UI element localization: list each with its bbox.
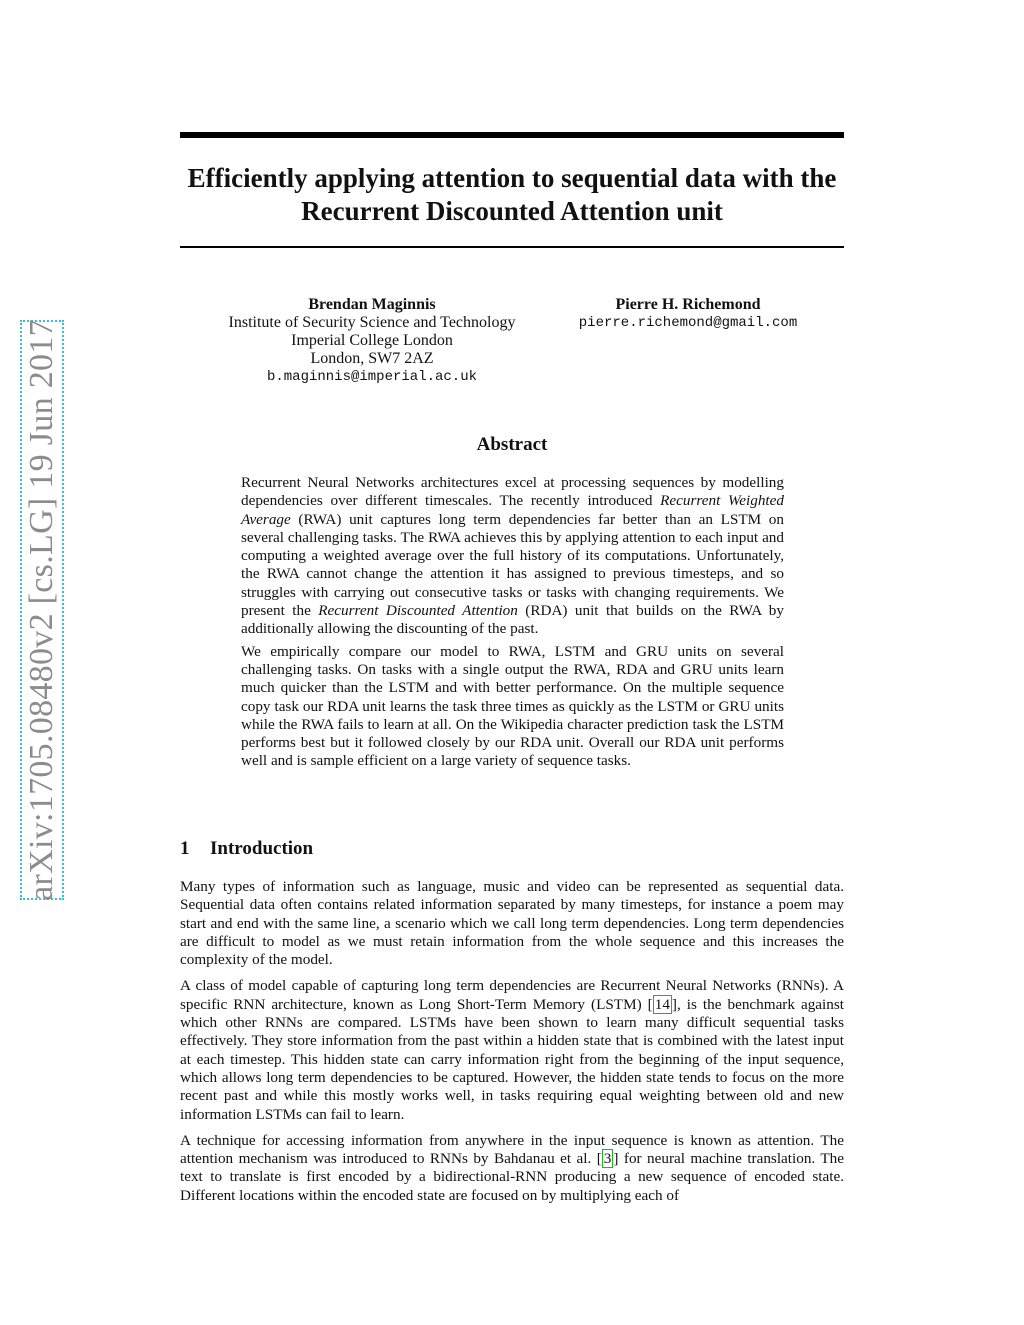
author-email: b.maginnis@imperial.ac.uk [266, 369, 478, 385]
author-name: Pierre H. Richemond [615, 296, 761, 313]
author-affiliation: Institute of Security Science and Technology [228, 314, 516, 331]
introduction-body [180, 878, 844, 1213]
abstract-text: (RWA) unit captures long term dependencies far better than an LSTM on several challenging tasks. The RWA achieves this by applying attention to each input and computing a weighted average over the full history of its computations. Unfortunately, the RWA cannot change the attention it has assigned to previous timesteps, and so struggles with carrying out consecutive tasks or tasks with changing requirements. We present the [241, 510, 784, 620]
author-address: London, SW7 2AZ [310, 350, 434, 367]
title-top-rule [180, 132, 844, 138]
body-text: A class of model capable of capturing long term dependencies are Recurrent Neural Networks (RNNs). A specific RNN architecture, known as Long Short-Term Memory (LSTM) [ [180, 977, 844, 1013]
body-paragraph: Many types of information such as language, music and video can be represented as sequential data. Sequential data often contains related information separated by many timesteps, for instance a poem may start and end with the same line, a scenario which we call long term dependencies. Long term dependencies are difficult to model as we must retain information from the whole sequence and this increases the complexity of the model. [180, 878, 844, 969]
citation-link[interactable]: 14 [654, 995, 670, 1013]
author-block-1 [212, 296, 532, 386]
body-text: ], is the benchmark against which other RNNs are compared. LSTMs have been shown to learn many difficult sequential tasks effectively. They store information from the past within a hidden state that is combined with the latest input at each timestep. This hidden state can carry information right from the beginning of the input sequence, which allows long term dependencies to be captured. However, the hidden state tends to focus on the more recent past and while this mostly works well, in tasks requiring equal weighting between old and new information LSTMs can fail to learn. [180, 995, 844, 1123]
section-heading [180, 838, 313, 860]
author-block-2 [562, 296, 814, 332]
abstract-paragraph: We empirically compare our model to RWA, LSTM and GRU units on several challenging tasks. On tasks with a single output the RWA, RDA and GRU units learn much quicker than the LSTM and with better performance. On the multiple sequence copy task our RDA unit learns the task three times as quickly as the LSTM or GRU units while the RWA fails to learn at all. On the Wikipedia character prediction task the LSTM performs best but it followed closely by our RDA unit. Overall our RDA unit performs well and is sample efficient on a large variety of sequence tasks. [241, 642, 784, 770]
citation-link[interactable]: 3 [603, 1150, 612, 1168]
author-name: Brendan Maginnis [308, 296, 436, 313]
title-bottom-rule [180, 246, 844, 248]
author-email: pierre.richemond@gmail.com [578, 315, 798, 331]
arxiv-stamp [20, 320, 64, 900]
author-affiliation: Imperial College London [291, 332, 453, 349]
body-paragraph [180, 1132, 844, 1205]
abstract-text: Recurrent Neural Networks architectures excel at processing sequences by modelling dependencies over different timescales. The recently introduced [241, 474, 784, 510]
abstract-paragraph [241, 474, 784, 639]
paper-title: Efficiently applying attention to sequential data with the Recurrent Discounted Attention unit [187, 163, 837, 226]
body-text: ] for neural machine translation. The text to translate is first encoded by a bidirectional-RNN producing a new sequence of encoded state. Different locations within the encoded state are focused on by multiplying each of [180, 1150, 845, 1204]
abstract-heading: Abstract [476, 434, 548, 455]
body-paragraph [180, 977, 844, 1123]
body-text: A technique for accessing information from anywhere in the input sequence is known as attention. The attention mechanism was introduced to RNNs by Bahdanau et al. [ [180, 1131, 844, 1168]
abstract-text: (RDA) unit that builds on the RWA by additionally allowing the discounting of the past. [241, 602, 784, 638]
section-number: 1 [180, 838, 190, 859]
arxiv-id: arXiv:1705.08480v2 [cs.LG] 19 Jun 2017 [23, 319, 60, 901]
abstract-emphasis: Recurrent Discounted Attention [318, 602, 518, 620]
section-title: Introduction [210, 838, 314, 859]
abstract-emphasis: Recurrent Weighted Average [241, 492, 784, 528]
abstract-body [241, 474, 784, 775]
